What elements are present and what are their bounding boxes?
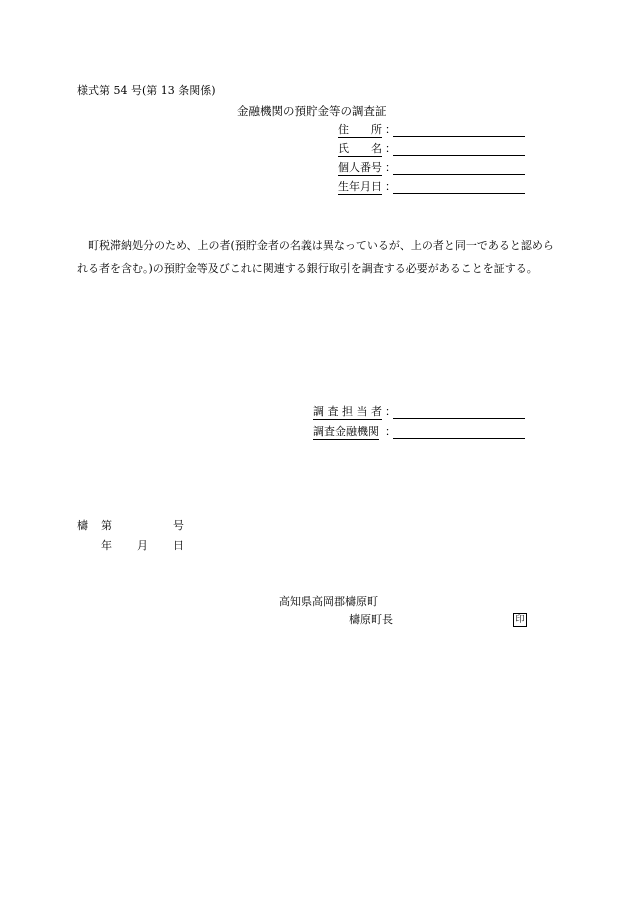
individual-number-field[interactable]: [393, 174, 525, 175]
seal-mark: 印: [513, 613, 527, 627]
investigator-field[interactable]: [393, 418, 525, 419]
date-month: 月: [137, 539, 148, 552]
investigator-label: 調 査 担 当 者: [313, 405, 382, 418]
document-title: 金融機関の預貯金等の調査証: [237, 104, 387, 118]
birthdate-colon: ：: [385, 180, 396, 193]
individual-number-label: 個人番号: [338, 161, 382, 174]
address-colon: ：: [385, 123, 396, 136]
form-number: 様式第 54 号(第 13 条関係): [77, 84, 216, 97]
birthdate-label: 生年月日: [338, 180, 382, 193]
doc-number-go: 号: [173, 519, 184, 532]
birthdate-field[interactable]: [393, 193, 525, 194]
individual-number-colon: ：: [385, 161, 396, 174]
financial-institution-colon: ：: [385, 425, 396, 438]
issuer-name: 檮原町長: [349, 613, 393, 626]
investigator-colon: ：: [385, 405, 396, 418]
issuer-address: 高知県高岡郡檮原町: [279, 595, 378, 608]
date-year: 年: [101, 539, 112, 552]
doc-number-prefix: 檮: [77, 519, 88, 532]
financial-institution-label: 調査金融機関: [313, 425, 379, 438]
name-label: 氏 名: [338, 142, 382, 155]
name-colon: ：: [385, 142, 396, 155]
address-label: 住 所: [338, 123, 382, 136]
date-day: 日: [173, 539, 184, 552]
doc-number-dai: 第: [101, 519, 112, 532]
financial-institution-field[interactable]: [393, 438, 525, 439]
address-field[interactable]: [393, 136, 525, 137]
certificate-body-text: 町税滞納処分のため、上の者(預貯金者の名義は異なっているが、上の者と同一であると認められる者を含む。)の預貯金等及びこれに関連する銀行取引を調査する必要があることを証する。: [77, 239, 554, 275]
name-field[interactable]: [393, 155, 525, 156]
